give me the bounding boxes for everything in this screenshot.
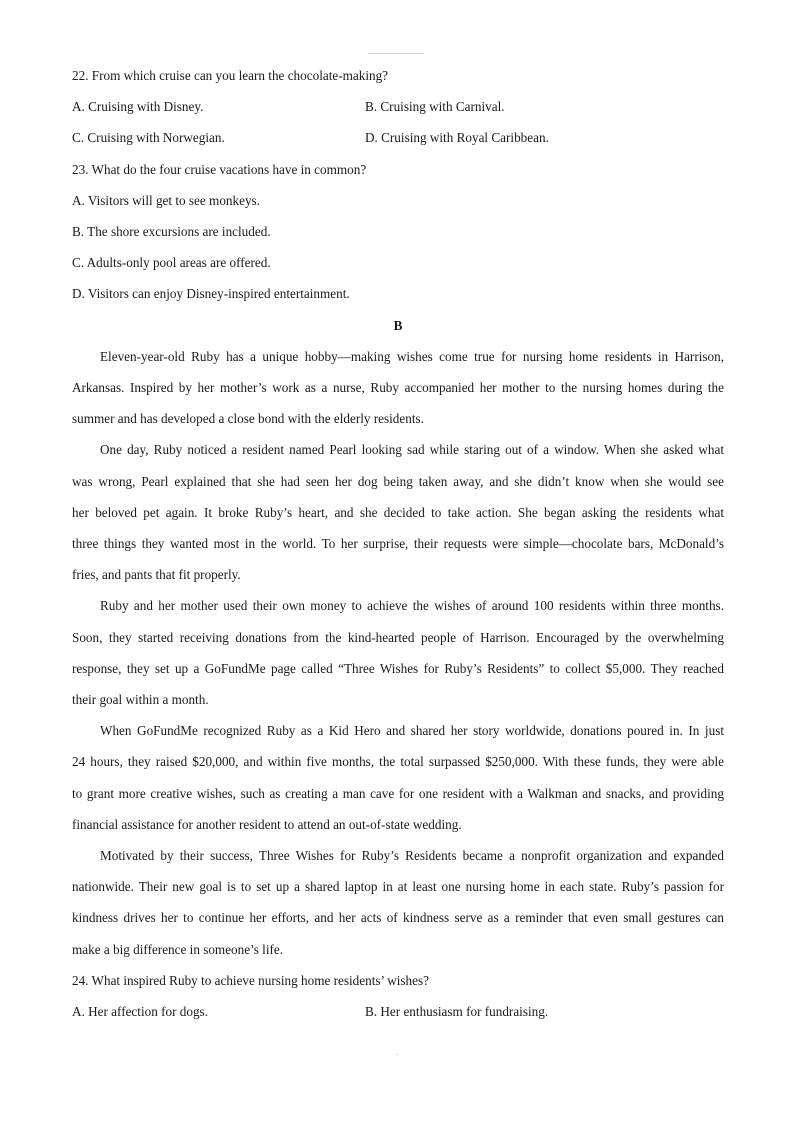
- passage-line: their goal within a month.: [72, 692, 209, 707]
- passage-line: her beloved pet again. It broke Ruby’s heart, and she decided to take action. She began asking the residents what: [72, 505, 724, 520]
- passage-line: financial assistance for another resident to attend an out-of-state wedding.: [72, 817, 462, 832]
- question-23-stem: 23. What do the four cruise vacations have in common?: [72, 162, 367, 177]
- question-24-option-a: A. Her affection for dogs.: [72, 1004, 208, 1019]
- question-23-option-c: C. Adults-only pool areas are offered.: [72, 255, 271, 270]
- passage-line: 24 hours, they raised $20,000, and within five months, the total surpassed $250,000. With these funds, they were able: [72, 754, 724, 769]
- question-24-stem: 24. What inspired Ruby to achieve nursing home residents’ wishes?: [72, 973, 429, 988]
- header-mark: [368, 53, 424, 54]
- passage-line: Arkansas. Inspired by her mother’s work as a nurse, Ruby accompanied her mother to the nursing homes during the: [72, 380, 724, 395]
- passage-line: fries, and pants that fit properly.: [72, 567, 241, 582]
- passage-line: three things they wanted most in the world. To her surprise, their requests were simple—chocolate bars, McDonald’s: [72, 536, 724, 551]
- passage-line: When GoFundMe recognized Ruby as a Kid Hero and shared her story worldwide, donations poured in. In just: [100, 723, 724, 738]
- passage-line: response, they set up a GoFundMe page called “Three Wishes for Ruby’s Residents” to collect $5,000. They reached: [72, 661, 724, 676]
- passage-line: Motivated by their success, Three Wishes for Ruby’s Residents became a nonprofit organization and expanded: [100, 848, 724, 863]
- question-24-option-b: B. Her enthusiasm for fundraising.: [365, 1004, 549, 1019]
- footer-mark: [396, 1054, 399, 1055]
- question-22-option-c: C. Cruising with Norwegian.: [72, 130, 225, 145]
- passage-line: Ruby and her mother used their own money to achieve the wishes of around 100 residents within three months.: [100, 598, 724, 613]
- question-22-option-a: A. Cruising with Disney.: [72, 99, 204, 114]
- question-23-option-b: B. The shore excursions are included.: [72, 224, 271, 239]
- passage-line: Soon, they started receiving donations from the kind-hearted people of Harrison. Encouraged by the overwhelming: [72, 630, 724, 645]
- question-22-option-d: D. Cruising with Royal Caribbean.: [365, 130, 549, 145]
- passage-line: make a big difference in someone’s life.: [72, 942, 284, 957]
- question-23-option-d: D. Visitors can enjoy Disney-inspired entertainment.: [72, 286, 350, 301]
- passage-line: nationwide. Their new goal is to set up a shared laptop in at least one nursing home in each state. Ruby’s passion for: [72, 879, 724, 894]
- passage-line: summer and has developed a close bond with the elderly residents.: [72, 411, 424, 426]
- passage-line: Eleven-year-old Ruby has a unique hobby—making wishes come true for nursing home residents in Harrison,: [100, 349, 724, 364]
- question-22-option-b: B. Cruising with Carnival.: [365, 99, 505, 114]
- passage-line: kindness drives her to continue her efforts, and her acts of kindness serve as a reminder that even small gestures can: [72, 910, 724, 925]
- passage-line: One day, Ruby noticed a resident named Pearl looking sad while staring out of a window. When she asked what: [100, 442, 724, 457]
- section-b-heading: B: [393, 318, 403, 333]
- passage-line: to grant more creative wishes, such as creating a man cave for one resident with a Walkman and snacks, and providing: [72, 786, 724, 801]
- question-22-stem: 22. From which cruise can you learn the chocolate-making?: [72, 68, 389, 83]
- passage-line: was wrong, Pearl explained that she had seen her dog being taken away, and she didn’t know when she would see: [72, 474, 724, 489]
- question-23-option-a: A. Visitors will get to see monkeys.: [72, 193, 260, 208]
